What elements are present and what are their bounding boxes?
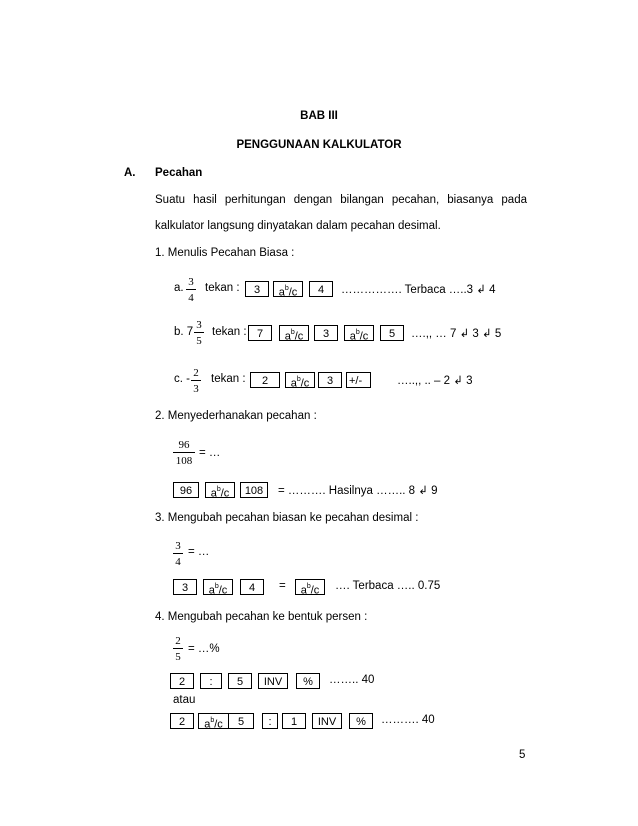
key-3[interactable]: 3 (245, 281, 269, 297)
item1b-result: ….,, … 7 ↲ 3 ↲ 5 (411, 328, 502, 340)
intro-line-2: kalkulator langsung dinyatakan dalam pecahan desimal. (155, 220, 441, 232)
key-abc[interactable]: $a^b/c$ (273, 281, 303, 297)
key-plus-minus[interactable]: +/- (346, 372, 371, 388)
section-title: Pecahan (155, 167, 203, 179)
key-2[interactable]: 2 (170, 673, 194, 689)
fraction-bar (173, 452, 195, 453)
item1c-result: …..,, .. – 2 ↲ 3 (397, 375, 473, 387)
key-percent[interactable]: % (296, 673, 320, 689)
key-1[interactable]: 1 (282, 713, 306, 729)
fraction-bar (173, 553, 183, 554)
item4-equals: = …% (188, 643, 220, 655)
fraction-bar (186, 289, 196, 290)
page-title: PENGGUNAAN KALKULATOR (236, 139, 402, 151)
fraction-denominator: 108 (175, 455, 193, 467)
key-abc[interactable]: $a^b/c$ (279, 325, 309, 341)
item2-equals: = … (199, 447, 221, 459)
item1b-tekan: tekan : (212, 326, 247, 338)
key-divide[interactable]: : (262, 713, 278, 729)
item4-heading: 4. Mengubah pecahan ke bentuk persen : (155, 611, 368, 623)
key-4[interactable]: 4 (240, 579, 264, 595)
item1a-label: a. (174, 282, 184, 294)
key-percent[interactable]: % (349, 713, 373, 729)
key-abc[interactable]: $a^b/c$ (285, 372, 315, 388)
key-inv[interactable]: INV (312, 713, 342, 729)
key-5[interactable]: 5 (380, 325, 404, 341)
key-abc[interactable]: $a^b/c$ (205, 482, 235, 498)
fraction-numerator: 96 (178, 439, 190, 451)
key-108[interactable]: 108 (240, 482, 268, 498)
fraction-numerator: 3 (188, 276, 194, 288)
key-inv[interactable]: INV (258, 673, 288, 689)
key-abc[interactable]: $a^b/c$ (344, 325, 374, 341)
section-label: A. (124, 167, 136, 179)
item3-fraction (173, 540, 183, 568)
item4-result-1: …….. 40 (329, 674, 375, 686)
item3-heading: 3. Mengubah pecahan biasan ke pecahan desimal : (155, 512, 419, 524)
item1c-fraction (191, 367, 201, 395)
item3-equals-2: = (279, 580, 286, 592)
item1b-label: b. 7 (174, 326, 194, 338)
key-5[interactable]: 5 (228, 713, 254, 729)
fraction-bar (191, 380, 201, 381)
page-number: 5 (519, 749, 526, 761)
key-4[interactable]: 4 (309, 281, 333, 297)
item4-result-2: ………. 40 (381, 714, 435, 726)
item2-result: = ………. Hasilnya …….. 8 ↲ 9 (278, 485, 438, 497)
key-abc[interactable]: $a^b/c$ (198, 713, 228, 729)
item3-equals: = … (188, 546, 210, 558)
item4-atau: atau (173, 694, 196, 706)
chapter-heading: BAB III (300, 110, 338, 122)
key-3[interactable]: 3 (314, 325, 338, 341)
fraction-denominator: 3 (193, 383, 199, 395)
key-3[interactable]: 3 (318, 372, 342, 388)
key-7[interactable]: 7 (248, 325, 272, 341)
key-2[interactable]: 2 (250, 372, 280, 388)
fraction-numerator: 3 (196, 319, 202, 331)
fraction-bar (194, 332, 204, 333)
key-abc[interactable]: $a^b/c$ (295, 579, 325, 595)
key-5[interactable]: 5 (228, 673, 252, 689)
fraction-bar (173, 648, 183, 649)
key-2[interactable]: 2 (170, 713, 194, 729)
fraction-numerator: 2 (175, 635, 181, 647)
key-3[interactable]: 3 (173, 579, 197, 595)
item1a-tekan: tekan : (205, 282, 240, 294)
fraction-denominator: 4 (175, 556, 181, 568)
key-96[interactable]: 96 (173, 482, 199, 498)
fraction-numerator: 3 (175, 540, 181, 552)
item1-heading: 1. Menulis Pecahan Biasa : (155, 247, 295, 259)
fraction-denominator: 4 (188, 292, 194, 304)
item2-fraction (173, 439, 195, 467)
item2-heading: 2. Menyederhanakan pecahan : (155, 410, 317, 422)
key-abc[interactable]: $a^b/c$ (203, 579, 233, 595)
item1b-fraction (194, 319, 204, 347)
item4-fraction (173, 635, 183, 663)
key-divide[interactable]: : (200, 673, 222, 689)
fraction-numerator: 2 (193, 367, 199, 379)
fraction-denominator: 5 (175, 651, 181, 663)
fraction-denominator: 5 (196, 335, 202, 347)
intro-line-1: Suatu hasil perhitungan dengan bilangan pecahan, biasanya pada (155, 194, 527, 206)
item3-result: …. Terbaca ….. 0.75 (335, 580, 441, 592)
item1a-result: ……………. Terbaca …..3 ↲ 4 (341, 284, 496, 296)
item1a-fraction (186, 276, 196, 304)
item1c-label: c. - (174, 373, 190, 385)
item1c-tekan: tekan : (211, 373, 246, 385)
